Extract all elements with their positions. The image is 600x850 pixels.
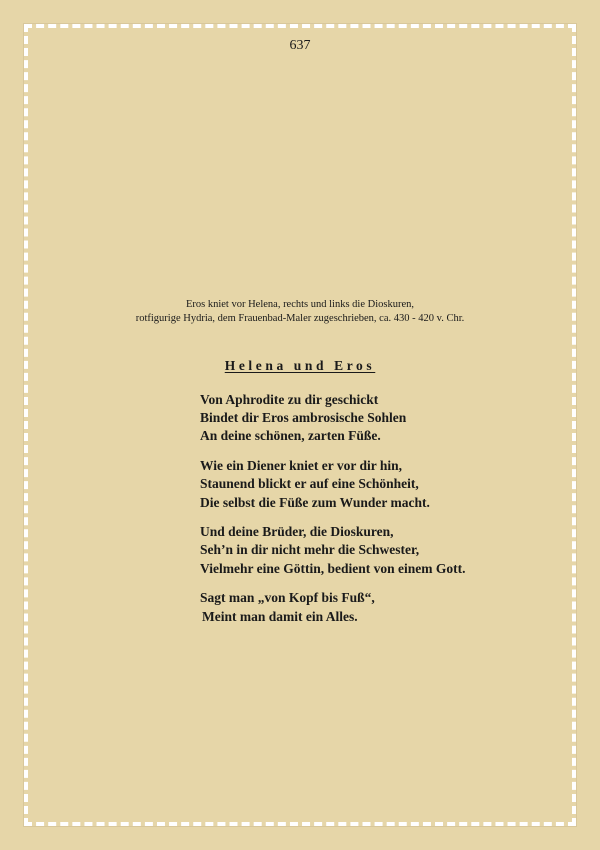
poem-line: Meint man damit ein Alles. <box>202 608 358 624</box>
poem-stanza <box>200 391 500 446</box>
poem-line: Und deine Brüder, die Dioskuren, <box>200 524 394 540</box>
poem-stanza <box>200 457 500 512</box>
poem-body <box>200 391 500 637</box>
poem-line: Von Aphrodite zu dir geschickt <box>200 392 379 407</box>
poem-stanza <box>200 589 500 625</box>
caption-line: rotfigurige Hydria, dem Frauenbad-Maler zugeschrieben, ca. 430 - 420 v. Chr. <box>135 313 465 324</box>
image-caption <box>0 298 600 326</box>
page-number: 637 <box>289 38 311 53</box>
poem-line: Seh’n in dir nicht mehr die Schwester, <box>200 542 420 558</box>
poem-line: Staunend blickt er auf eine Schönheit, <box>200 476 419 492</box>
poem-line: Vielmehr eine Göttin, bedient von einem Gott. <box>200 560 466 576</box>
poem-title: Helena und Eros <box>224 358 376 373</box>
poem-line: Sagt man „von Kopf bis Fuß“, <box>200 590 375 606</box>
poem-line: Wie ein Diener kniet er vor dir hin, <box>200 458 403 474</box>
poem-line: Die selbst die Füße zum Wunder macht. <box>200 494 430 510</box>
poem-line: Bindet dir Eros ambrosische Sohlen <box>200 410 407 426</box>
caption-line: Eros kniet vor Helena, rechts und links die Dioskuren, <box>185 299 415 310</box>
poem-stanza <box>200 523 500 578</box>
poem-line: An deine schönen, zarten Füße. <box>200 428 381 444</box>
